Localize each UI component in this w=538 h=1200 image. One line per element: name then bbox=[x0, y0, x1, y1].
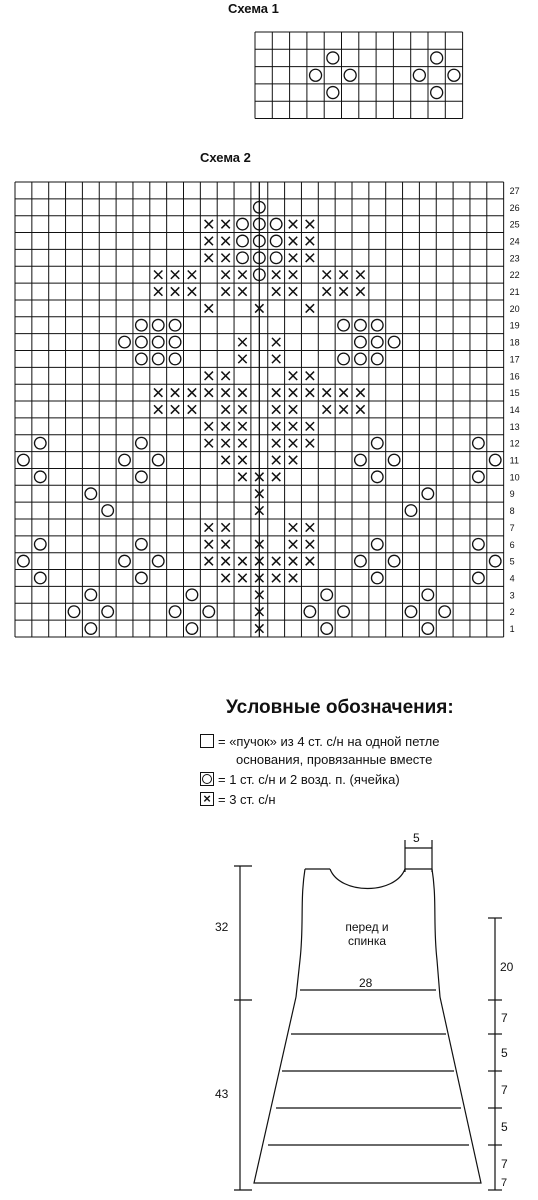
row-number: 6 bbox=[509, 539, 515, 550]
legend-text: = 1 ст. с/н и 2 возд. п. (ячейка) bbox=[218, 772, 400, 787]
row-number: 14 bbox=[509, 404, 520, 415]
dim-band-7: 7 bbox=[501, 1177, 508, 1189]
dim-bodice-height: 32 bbox=[215, 920, 229, 934]
dim-strap: 5 bbox=[413, 831, 420, 845]
row-number: 2 bbox=[509, 607, 515, 618]
legend-text: = «пучок» из 4 ст. с/н на одной петле bbox=[218, 734, 440, 749]
row-number: 22 bbox=[509, 270, 520, 281]
row-number: 1 bbox=[509, 624, 515, 635]
row-number: 13 bbox=[509, 421, 520, 432]
row-number: 9 bbox=[509, 489, 515, 500]
row-number: 10 bbox=[509, 472, 520, 483]
row-number: 7 bbox=[509, 522, 515, 533]
legend-title: Условные обозначения: bbox=[226, 697, 454, 718]
row-number: 17 bbox=[509, 354, 520, 365]
row-number: 4 bbox=[509, 573, 515, 584]
row-number: 16 bbox=[509, 371, 520, 382]
dim-armhole: 20 bbox=[500, 960, 514, 974]
dress-label bbox=[327, 920, 407, 948]
row-number: 25 bbox=[509, 219, 520, 230]
row-number: 20 bbox=[509, 303, 520, 314]
row-number: 15 bbox=[509, 388, 520, 399]
dim-band-1: 7 bbox=[501, 1011, 508, 1025]
cross-icon: × bbox=[200, 792, 214, 806]
scheme-2-title: Схема 2 bbox=[200, 150, 251, 165]
row-number: 21 bbox=[509, 287, 520, 298]
dim-skirt-height: 43 bbox=[215, 1087, 229, 1101]
dim-band-3: 7 bbox=[501, 1083, 508, 1097]
legend-text: = 3 ст. с/н bbox=[218, 792, 276, 807]
row-number: 23 bbox=[509, 253, 520, 264]
row-number: 8 bbox=[509, 506, 515, 517]
dress-label-line-1: перед и bbox=[345, 920, 389, 934]
row-number: 19 bbox=[509, 320, 520, 331]
row-number: 27 bbox=[509, 185, 520, 196]
dim-band-5: 7 bbox=[501, 1157, 508, 1171]
scheme-1-title: Схема 1 bbox=[228, 1, 279, 16]
row-number: 24 bbox=[509, 236, 520, 247]
row-number: 11 bbox=[509, 455, 519, 466]
row-number: 26 bbox=[509, 202, 520, 213]
skirt-outline bbox=[254, 997, 481, 1183]
legend-continuation: основания, провязанные вместе bbox=[236, 752, 433, 767]
dim-band-4: 5 bbox=[501, 1120, 508, 1134]
row-number: 18 bbox=[509, 337, 520, 348]
row-number: 12 bbox=[509, 438, 520, 449]
dim-waist: 28 bbox=[359, 976, 373, 990]
dress-label-line-2: спинка bbox=[347, 934, 386, 948]
row-number: 3 bbox=[509, 590, 515, 601]
row-number: 5 bbox=[509, 556, 515, 567]
dim-band-2: 5 bbox=[501, 1046, 508, 1060]
